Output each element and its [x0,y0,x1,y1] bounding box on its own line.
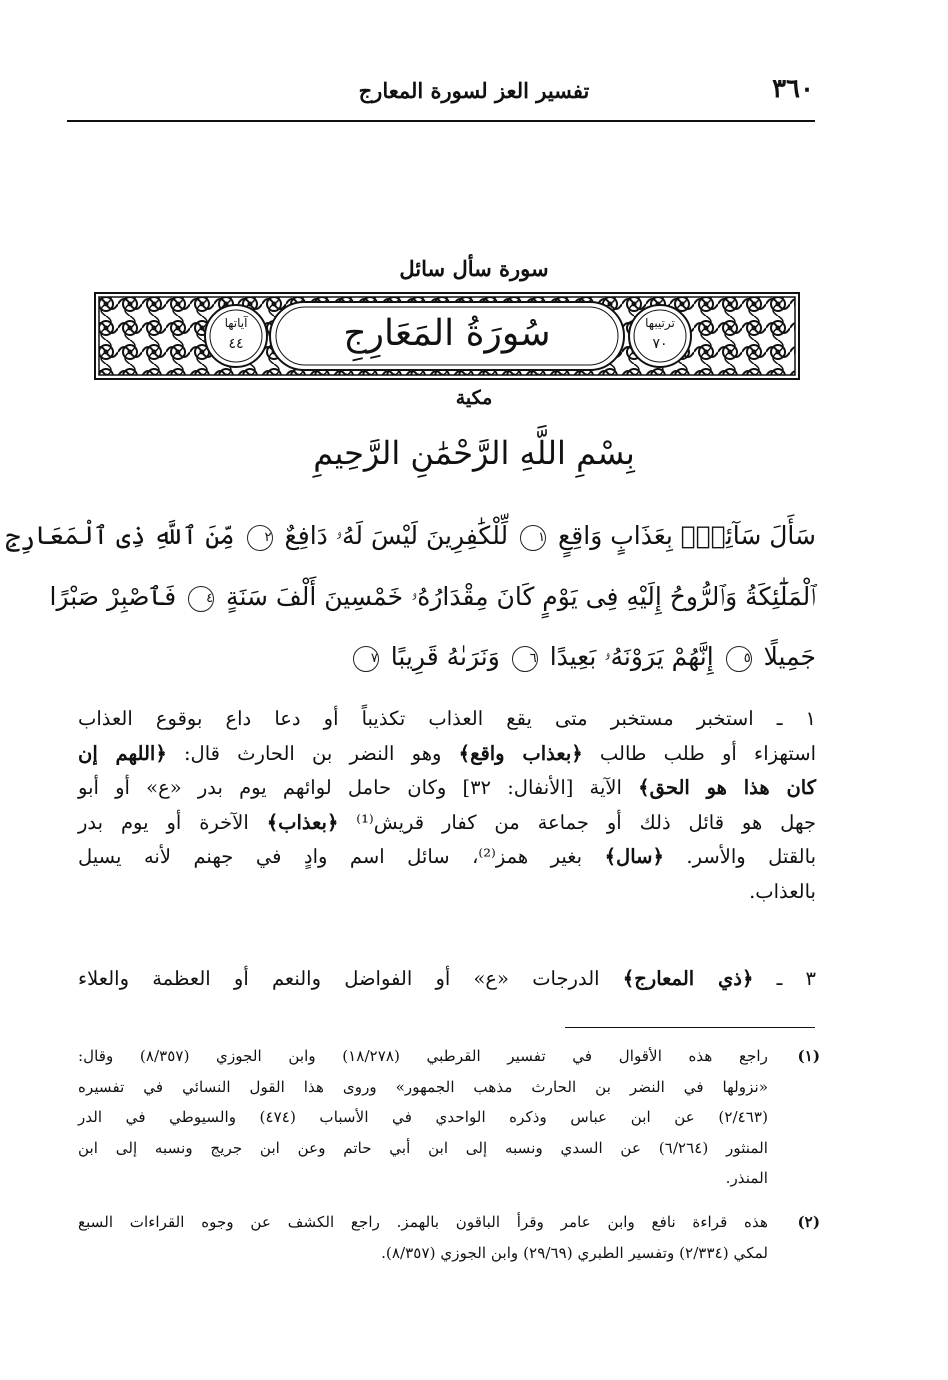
commentary-text: بالعذاب. [749,879,816,903]
header-rule [67,120,815,122]
verse-text: فَٱصْبِرْ صَبْرًا [49,582,177,611]
basmala: بِسْمِ اللَّهِ الرَّحْمَٰنِ الرَّحِيمِ [313,434,635,472]
quran-quote: ﴿بعذاب واقع﴾ [458,741,583,765]
commentary-text: بغير همز⁽²⁾، سائل اسم وادٍ في جهنم لأنه يسيل [78,845,583,869]
surah-verses-value: ٤٤ [228,336,244,352]
quran-quote: ﴿سال﴾ [604,845,664,869]
commentary-text: الآية [الأنفال: ٣٢] وكان حامل لوائهم يوم بدر «ع» أو أبو [78,776,622,800]
running-title: تفسير العز لسورة المعارج [358,78,590,103]
commentary-text: استهزاء أو طلب طالب [599,741,816,765]
ayah-number-marker: ٥ [726,646,752,672]
ayah-number-marker: ٧ [353,646,379,672]
ayah-number-marker: ٦ [512,646,538,672]
text-line [78,702,816,737]
quran-quote: ﴿بعذاب﴾ [266,810,339,834]
quran-quote: كان هذا هو الحق﴾ [638,776,817,800]
commentary-text: الآخرة أو يوم بدر [78,810,249,834]
footnote-number: (٢) [797,1213,820,1231]
footnote-rule [565,1027,815,1028]
commentary-text: بالقتل والأسر. [686,845,816,869]
footnote-line: هذه قراءة نافع وابن عامر وقرأ الباقون بالهمز. راجع الكشف عن وجوه القراءات السبع [78,1213,768,1231]
footnote-line: المنثور (٦/٢٦٤) عن السدي ونسبه إلى ابن أبي حاتم وعن ابن جريج ونسبه إلى ابن [78,1138,768,1157]
surah-name: سُورَةُ المَعَارِجِ [343,313,551,354]
footnote-number: (١) [797,1047,820,1065]
verse-line [5,511,816,561]
revelation-type: مكية [455,387,493,409]
quran-quote: ﴿اللهم إن [78,741,167,765]
surah-verses-label: آياتها [224,316,248,330]
verse-text: ٱلْمَلَٰٓئِكَةُ وَٱلرُّوحُ إِلَيْهِ فِى يَوْمٍ كَانَ مِقْدَارُهُۥ خَمْسِينَ أَلْفَ سَنَةٍ [226,582,816,611]
commentary-text: ٣ ـ [776,967,817,990]
footnote-2 [78,1207,820,1268]
surah-alt-name: سورة سأل سائل [399,256,549,281]
commentary-text: وهو النضر بن الحارث قال: [183,741,442,765]
text-line [78,806,816,841]
verse-text: لِّلْكَٰفِرِينَ لَيْسَ لَهُۥ دَافِعٌ [284,521,509,550]
verse-line [80,632,816,682]
ayah-number-marker: ٢ [247,525,273,551]
commentary-text: ١ ـ استخبر مستخبر متى يقع العذاب تكذيباً أو دعا داع بوقوع العذاب [78,707,816,730]
footnote-line: لمكي (٢/٣٣٤) وتفسير الطبري (٢٩/٦٩) وابن الجوزي (٨/٣٥٧). [381,1243,768,1262]
ayah-number-marker: ١ [520,525,546,551]
verse-text: وَنَرَىٰهُ قَرِيبًا [390,642,500,671]
text-line [78,771,816,806]
text-line [78,875,816,910]
verse-text: جَمِيلًا [763,642,816,671]
quran-quote: ﴿ذي المعارج﴾ [622,967,754,990]
commentary-paragraph-1 [78,702,816,910]
commentary-text: جهل هو قائل ذلك أو جماعة من كفار قريش⁽¹⁾ [356,810,816,834]
footnote-line: راجع هذه الأقوال في تفسير القرطبي (١٨/٢٧٨) وابن الجوزي (٨/٣٥٧) وقال: [78,1047,768,1065]
verse-text: مِّنَ ٱللَّهِ ذِى ٱلْمَعَارِجِ [5,521,235,550]
text-line [78,840,816,875]
footnote-line: (٢/٤٦٣) عن ابن عباس وذكره الواحدي في الأسباب (٤٧٤) والسيوطي في الدر [78,1108,768,1126]
footnote-line: المنذر. [725,1169,768,1187]
verse-text: إِنَّهُمْ يَرَوْنَهُۥ بَعِيدًا [549,642,714,671]
verse-line [49,572,816,622]
verse-text: سَأَلَ سَآئِلُۢ بِعَذَابٍ وَاقِعٍ [558,521,816,550]
footnote-line: «نزولها في النضر بن الحارث مذهب الجمهور» وروى هذا القول النسائي في تفسيره [78,1077,768,1096]
commentary-text: الدرجات «ع» أو الفواضل والنعم أو العظمة والعلاء [78,967,600,990]
footnote-1 [78,1041,820,1194]
page-number: ٣٦٠ [772,74,814,104]
ayah-number-marker: ٤ [188,586,214,612]
surah-order-label: ترتيبها [645,316,675,330]
text-line [78,962,816,997]
commentary-paragraph-3 [78,962,816,997]
surah-order-value: ٧٠ [652,336,668,352]
text-line [78,737,816,772]
